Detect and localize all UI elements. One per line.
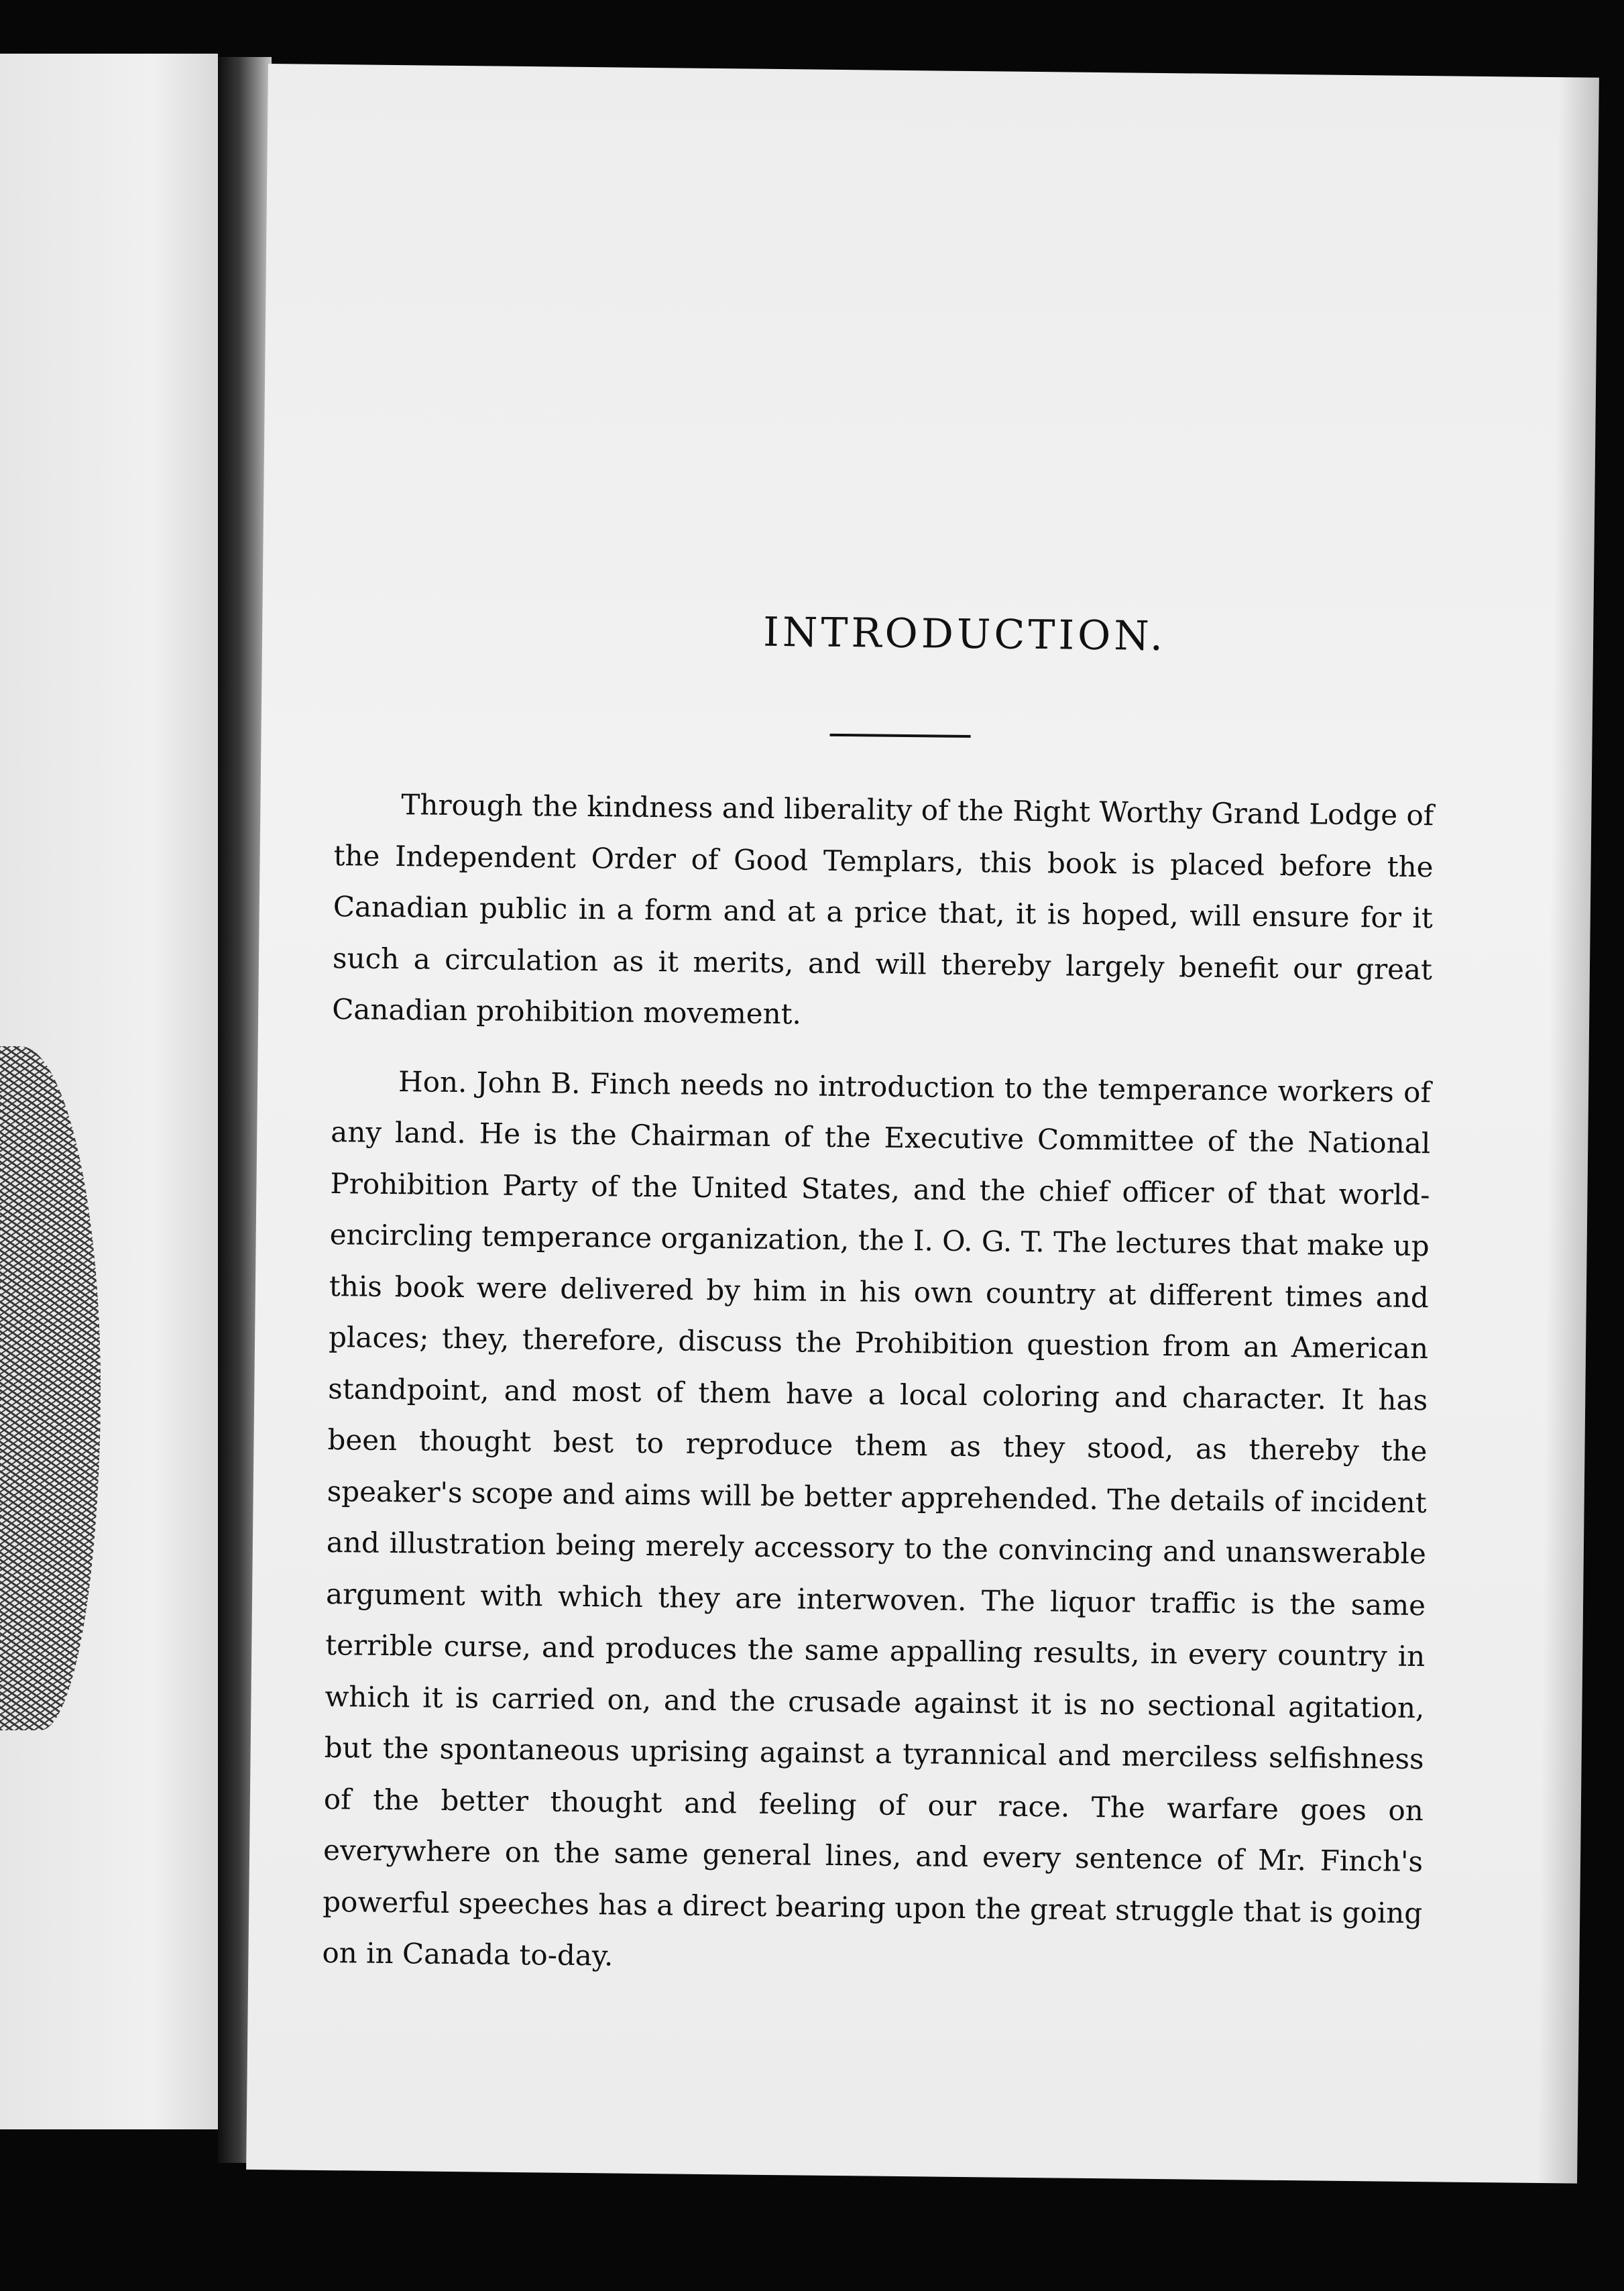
heading-rule	[830, 734, 971, 738]
paragraph-1: Through the kindness and liberality of the Right Worthy Grand Lodge of the Independent Order of Good Templars, this book is placed before the Canadian public in a form and at a price that, it is hoped, will ensure for it such a circulation as it merits, and will thereby largely benefit our great Canadian prohibition movement.	[331, 788, 1434, 1031]
text-page	[246, 64, 1599, 2184]
body-text	[322, 779, 1434, 2011]
page-heading: INTRODUCTION.	[762, 608, 1167, 661]
paragraph-2: Hon. John B. Finch needs no introduction to the temperance workers of any land. He is the Chairman of the Executive Committee of the National Prohibition Party of the United States, and the chief officer of that world-encircling temperance organization, the I. O. G. T. The lectures that make up this book were delivered by him in his own country at different times and places; they, therefore, discuss the Prohibition question from an American standpoint, and most of them have a local coloring and character. It has been thought best to reproduce them as they stood, as thereby the speaker's scope and aims will be better apprehended. The details of incident and illustration being merely accessory to the convincing and unanswerable argument with which they are interwoven. The liquor traffic is the same terrible curse, and produces the same appalling results, in every country in which it is carried on, and the crusade against it is no sectional agitation, but the spontaneous uprising against a tyrannical and merciless selfishness of the better thought and feeling of our race. The warfare goes on everywhere on the same general lines, and every sentence of Mr. Finch's powerful speeches has a direct bearing upon the great struggle that is going on in Canada to-day.	[322, 1064, 1432, 1972]
engraving-illustration	[0, 1046, 101, 1730]
page-edge-shadow	[1537, 77, 1599, 2183]
facing-page	[0, 54, 218, 2129]
